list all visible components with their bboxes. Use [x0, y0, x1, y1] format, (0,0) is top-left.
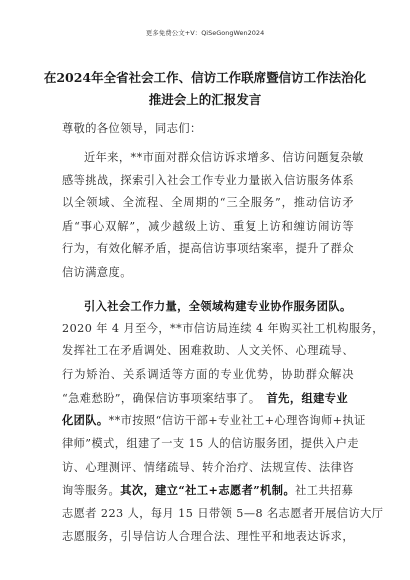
- paragraph-line: 行为矫治、关系调适等方面的专业优势，协助群众解决: [62, 368, 354, 381]
- second-label: 其次，建立“社工+志愿者”机制。: [120, 483, 296, 497]
- paragraph-line: 志愿者 223 人，每月 15 日带领 5—8 名志愿者开展信访大厅: [62, 507, 384, 520]
- first-label-continued: 化团队。: [62, 413, 109, 427]
- paragraph-line: 律师”模式，组建了一支 15 人的信访服务团，提供入户走: [62, 437, 359, 450]
- document-title-line-1: 在2024年全省社会工作、信访工作联席暨信访工作法治化: [43, 70, 367, 85]
- paragraph-line: 行为，有效化解矛盾，提高信访事项结案率，提升了群众: [62, 242, 354, 255]
- document-title-line-2: 推进会上的汇报发言: [148, 92, 262, 107]
- paragraph-line: 感等挑战，探索引入社会工作专业力量嵌入信访服务体系: [62, 174, 354, 187]
- salutation: 尊敬的各位领导，同志们：: [62, 122, 202, 135]
- header-note: 更多免费公文+V：QiSeGongWen2024: [145, 29, 265, 37]
- paragraph-line-with-label: [62, 390, 354, 407]
- paragraph-line-with-label: [62, 482, 354, 499]
- paragraph-line: 近年来，**市面对群众信访诉求增多、信访问题复杂敏: [84, 151, 364, 164]
- paragraph-text: 询等服务。: [62, 484, 121, 497]
- first-label: 首先，组建专业: [266, 391, 349, 405]
- paragraph-line-with-label: [62, 412, 366, 429]
- section-heading: 引入社会工作力量，全领域构建专业协作服务团队。: [84, 299, 352, 313]
- paragraph-text: 社工共招募: [295, 484, 354, 497]
- paragraph-line: 2020 年 4 月至今，**市信访局连续 4 年购买社工机构服务，: [62, 322, 384, 335]
- paragraph-line: 志愿服务，引导信访人合理合法、理性平和地表达诉求，: [62, 530, 354, 543]
- paragraph-line: 访、心理测评、情绪疏导、转介治疗、法规宣传、法律咨: [62, 461, 354, 474]
- paragraph-text: **市按照“信访干部+专业社工+心理咨询师+执证: [108, 414, 366, 427]
- paragraph-text: “急难愁盼”，确保信访事项案结事了。: [62, 392, 261, 405]
- paragraph-line: 信访满意度。: [62, 266, 132, 279]
- paragraph-line: 盾“事心双解”，减少越级上访、重复上访和缠访闹访等: [62, 220, 354, 233]
- paragraph-line: 以全领域、全流程、全周期的“三全服务”，推动信访矛: [62, 196, 354, 209]
- paragraph-line: 发挥社工在矛盾调处、困难救助、人文关怀、心理疏导、: [62, 344, 354, 357]
